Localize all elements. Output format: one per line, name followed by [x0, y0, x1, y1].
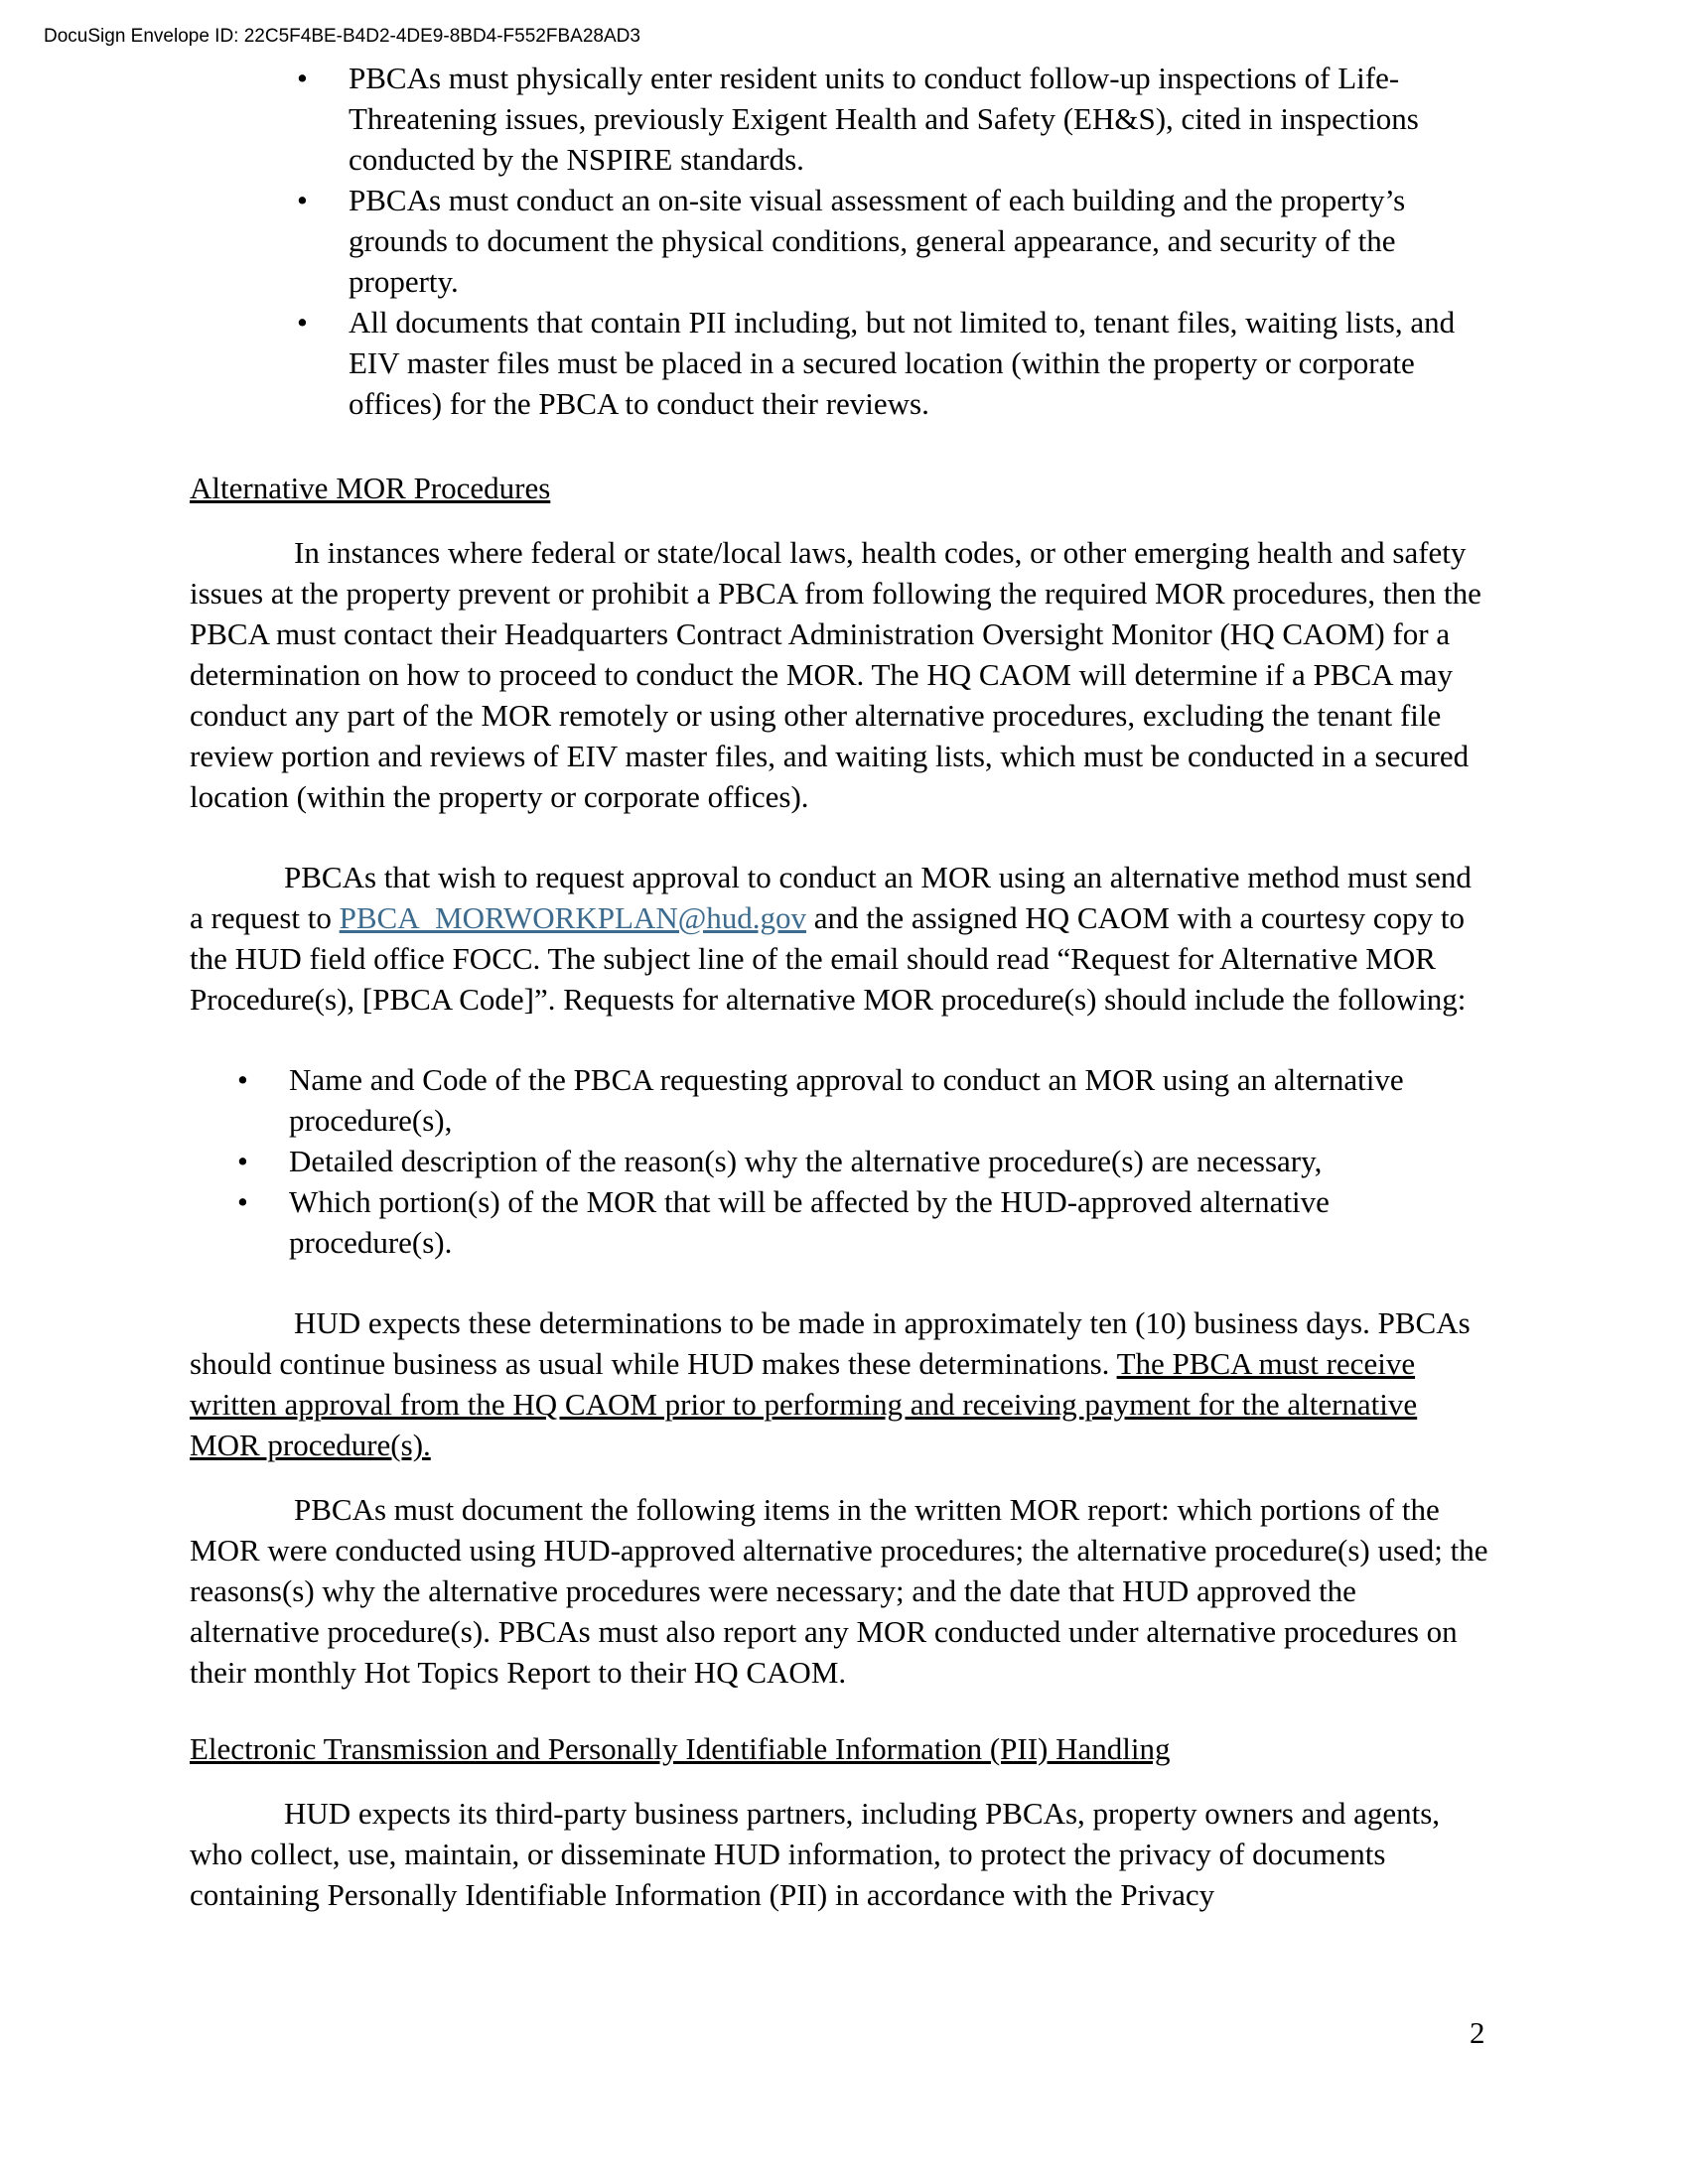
paragraph-text: and the assigned HQ CAOM with a courtesy copy to the HUD field office FOCC. The subject line of the email should read “Request for Alternative MOR Procedure(s), [PBCA Code]”. Requests for alternative MOR procedure(s) should include the following:	[190, 900, 1467, 1017]
paragraph-text: HUD expects these determinations to be made in approximately ten (10) business days. PBCAs should continue business as usual while HUD makes these determinations.	[190, 1305, 1471, 1381]
paragraph-determinations	[190, 1302, 1490, 1465]
requirements-bullet-list	[190, 58, 1490, 424]
list-item	[190, 1059, 1490, 1141]
paragraph-alternative-intro: In instances where federal or state/local laws, health codes, or other emerging health and safety issues at the property prevent or prohibit a PBCA from following the required MOR procedures, then the PBCA must contact their Headquarters Contract Administration Oversight Monitor (HQ CAOM) for a determination on how to proceed to conduct the MOR. The HQ CAOM will determine if a PBCA may conduct any part of the MOR remotely or using other alternative procedures, excluding the tenant file review portion and reviews of EIV master files, and waiting lists, which must be conducted in a secured location (within the property or corporate offices).	[190, 535, 1481, 814]
list-item	[190, 58, 1490, 180]
bullet-icon: •	[297, 61, 308, 95]
bullet-icon: •	[237, 1144, 248, 1178]
bullet-text: PBCAs must conduct an on-site visual assessment of each building and the property’s grounds to document the physical conditions, general appearance, and security of the property.	[349, 183, 1406, 299]
bullet-icon: •	[237, 1062, 248, 1097]
page-number: 2	[1470, 2015, 1485, 2050]
bullet-icon: •	[297, 183, 308, 217]
list-item	[190, 302, 1490, 424]
bullet-text: Name and Code of the PBCA requesting approval to conduct an MOR using an alternative procedure(s),	[289, 1062, 1404, 1138]
list-item	[190, 1141, 1490, 1181]
paragraph-text: PBCAs that wish to request approval to conduct an MOR using an alternative method must send a request to	[190, 860, 1472, 935]
page-body	[190, 58, 1490, 1915]
section-heading-alternative-mor: Alternative MOR Procedures	[190, 471, 551, 505]
bullet-text: Detailed description of the reason(s) why the alternative procedure(s) are necessary,	[289, 1144, 1323, 1178]
bullet-icon: •	[237, 1184, 248, 1219]
bullet-text: PBCAs must physically enter resident units to conduct follow-up inspections of Life-Threatening issues, previously Exigent Health and Safety (EH&S), cited in inspections conducted by the NSPIRE standards.	[349, 61, 1419, 177]
request-contents-bullet-list	[190, 1059, 1490, 1263]
bullet-text: All documents that contain PII including, but not limited to, tenant files, waiting lists, and EIV master files must be placed in a secured location (within the property or corporate offices) for the PBCA to conduct their reviews.	[349, 305, 1456, 421]
bullet-icon: •	[297, 305, 308, 340]
docusign-envelope-id: DocuSign Envelope ID: 22C5F4BE-B4D2-4DE9-8BD4-F552FBA28AD3	[44, 26, 640, 47]
paragraph-pii-intro: HUD expects its third-party business partners, including PBCAs, property owners and agents, who collect, use, maintain, or disseminate HUD information, to protect the privacy of documents containing Personally Identifiable Information (PII) in accordance with the Privacy	[190, 1796, 1441, 1912]
bullet-text: Which portion(s) of the MOR that will be affected by the HUD-approved alternative procedure(s).	[289, 1184, 1330, 1260]
email-link[interactable]: PBCA_MORWORKPLAN@hud.gov	[339, 900, 806, 935]
underlined-requirement: The PBCA must receive written approval from the HQ CAOM prior to performing and receiving payment for the alternative MOR procedure(s).	[190, 1346, 1418, 1462]
paragraph-request-approval	[190, 857, 1490, 1020]
section-heading-pii: Electronic Transmission and Personally Identifiable Information (PII) Handling	[190, 1731, 1171, 1766]
list-item	[190, 180, 1490, 302]
paragraph-documentation: PBCAs must document the following items in the written MOR report: which portions of the MOR were conducted using HUD-approved alternative procedures; the alternative procedure(s) used; the reasons(s) why the alternative procedures were necessary; and the date that HUD approved the alternative procedure(s). PBCAs must also report any MOR conducted under alternative procedures on their monthly Hot Topics Report to their HQ CAOM.	[190, 1492, 1488, 1690]
list-item	[190, 1181, 1490, 1263]
